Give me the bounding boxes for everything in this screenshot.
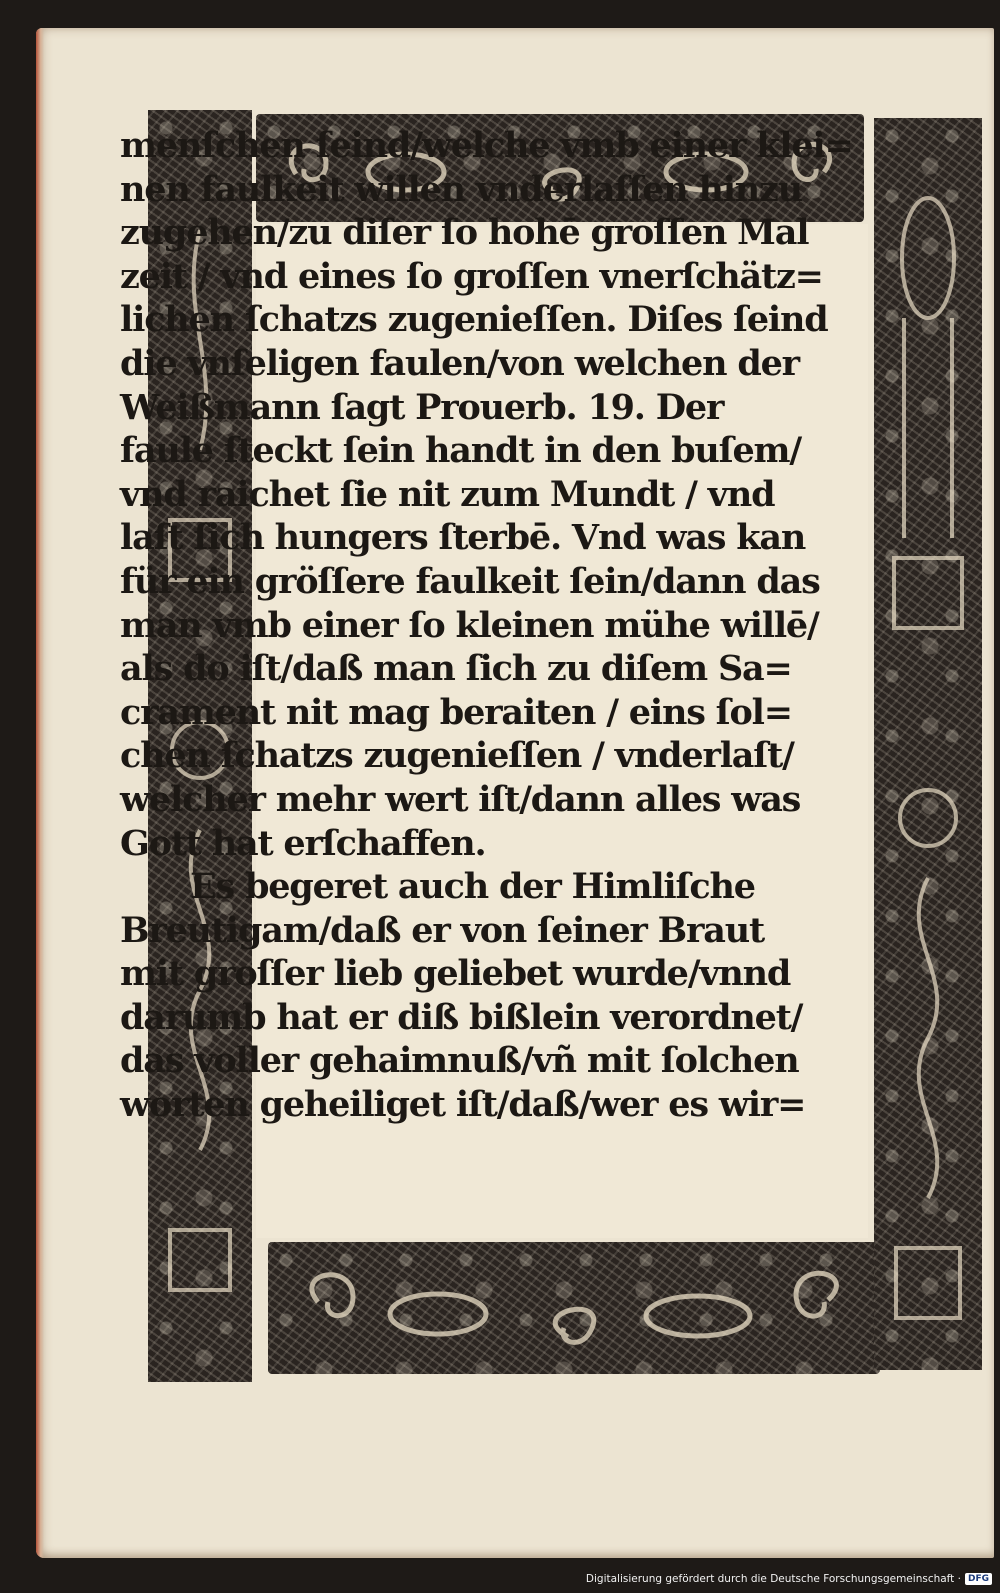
text-line-paragraph-start: Es begeret auch der Himliſche [190, 866, 755, 908]
text-line: mit groſſer lieb geliebet wurde/vnnd [120, 953, 791, 995]
text-line: zugehen/zu diſer ſo hohē groſſen Mal [120, 212, 809, 254]
woodcut-right-border [874, 118, 982, 1370]
text-line: das voller gehaimnuß/vñ mit ſolchen [120, 1040, 799, 1082]
text-line: man vmb einer ſo kleinen mühe willē/ [120, 604, 819, 646]
text-line: faule ſteckt ſein handt in den buſem/ [120, 430, 801, 472]
text-line: zeit / vnd eines ſo groſſen vnerſchätz= [120, 255, 823, 297]
digitization-credit [586, 1569, 992, 1589]
body-text [120, 124, 853, 1127]
text-line: laſt ſich hungers ſterbē. Vnd was kan [120, 517, 806, 559]
text-line: menſchen ſeind/welche vmb einer klei= [120, 125, 853, 166]
text-line: lichen ſchatzs zugenieſſen. Diſes ſeind [120, 299, 828, 341]
text-line: worten geheiliget iſt/daß/wer es wir= [120, 1084, 806, 1126]
column-ornament-right [874, 118, 982, 1370]
text-line: vnd raichet ſie nit zum Mundt / vnd [120, 473, 775, 515]
text-line: die vnſeligen faulen/von welchen der [120, 342, 799, 384]
text-line: crament nit mag beraiten / eins ſol= [120, 691, 792, 733]
credit-text: Digitalisierung gefördert durch die Deutsche Forschungsgemeinschaft · [585, 1573, 961, 1585]
scroll-ornament-bottom [268, 1242, 880, 1374]
text-line: Weißmann ſagt Prouerb. 19. Der [120, 386, 724, 428]
text-line: chen ſchatzs zugenieſſen / vnderlaſt/ [120, 735, 794, 777]
text-line: für ein gröſſere faulkeit ſein/dann das [120, 560, 820, 602]
text-line: Gott hat erſchaffen. [120, 822, 486, 864]
text-line: Breutigam/daß er von ſeiner Braut [120, 909, 764, 951]
text-line: welcher mehr wert iſt/dann alles was [120, 778, 801, 820]
text-line: darumb hat er diß bißlein verordnet/ [120, 996, 803, 1038]
text-line: als do iſt/daß man ſich zu diſem Sa= [120, 648, 792, 690]
page-edge [36, 28, 44, 1558]
dfg-logo: DFG [965, 1573, 992, 1585]
text-line: nen faulkeit willen vnderlaſſen hinzu [120, 168, 802, 210]
woodcut-bottom-border [268, 1242, 880, 1374]
